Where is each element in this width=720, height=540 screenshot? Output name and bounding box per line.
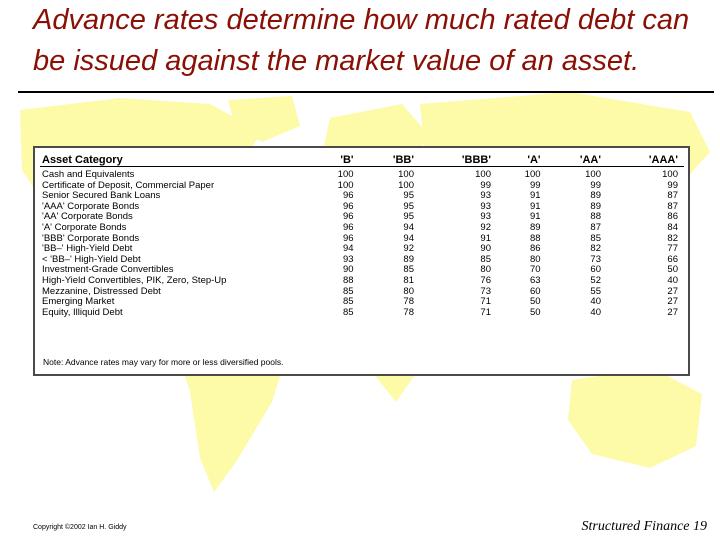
rate-cell: 82 bbox=[590, 243, 601, 255]
rate-cell: 85 bbox=[342, 306, 354, 318]
rate-cell: 99 bbox=[480, 179, 491, 191]
rate-cell: 96 bbox=[342, 232, 354, 244]
rate-cell: 96 bbox=[342, 211, 354, 223]
rate-cell: 78 bbox=[403, 306, 414, 318]
table-row bbox=[40, 308, 684, 319]
rate-cell: 85 bbox=[590, 232, 601, 244]
slide-footer: Structured Finance 19 bbox=[581, 519, 707, 534]
rate-cell: 92 bbox=[480, 221, 491, 233]
table-note: Note: Advance rates may vary for more or less diversified pools. bbox=[43, 357, 284, 367]
rate-cell: 88 bbox=[590, 211, 601, 223]
rate-cell: 90 bbox=[480, 243, 491, 255]
row-category: Certificate of Deposit, Commercial Paper bbox=[42, 179, 215, 191]
row-category: Cash and Equivalents bbox=[42, 169, 135, 180]
rate-cell: 60 bbox=[590, 264, 601, 276]
rate-cell: 96 bbox=[342, 221, 354, 233]
rate-cell: 27 bbox=[667, 296, 678, 308]
table-row bbox=[40, 297, 684, 308]
australia-shape bbox=[568, 368, 702, 468]
rate-cell: 80 bbox=[403, 285, 414, 297]
rate-cell: 90 bbox=[342, 264, 354, 276]
rate-cell: 99 bbox=[529, 179, 541, 191]
row-category: 'AAA' Corporate Bonds bbox=[42, 200, 140, 212]
row-category: Investment-Grade Convertibles bbox=[42, 264, 174, 276]
rate-cell: 77 bbox=[667, 243, 678, 255]
rate-cell: 94 bbox=[342, 243, 354, 255]
rate-cell: 50 bbox=[529, 306, 541, 318]
header-asset-category: Asset Category bbox=[40, 153, 310, 167]
advance-rates-table bbox=[40, 153, 684, 318]
rate-cell: 89 bbox=[403, 253, 414, 265]
rate-cell: 93 bbox=[480, 211, 491, 223]
rate-cell: 76 bbox=[480, 274, 491, 286]
header-rating-b: 'B' bbox=[310, 153, 360, 167]
header-rating-aaa: 'AAA' bbox=[607, 153, 684, 167]
rate-cell: 86 bbox=[529, 243, 541, 255]
row-category: High-Yield Convertibles, PIK, Zero, Step-Up bbox=[42, 274, 227, 286]
rate-cell: 89 bbox=[590, 200, 601, 212]
row-category: Senior Secured Bank Loans bbox=[42, 190, 161, 202]
rate-cell: 93 bbox=[480, 190, 491, 202]
rate-cell: 100 bbox=[398, 179, 414, 191]
row-category: Emerging Market bbox=[42, 296, 115, 308]
rate-cell: 96 bbox=[342, 200, 354, 212]
rate-cell: 80 bbox=[480, 264, 491, 276]
table-row bbox=[40, 202, 684, 213]
rate-cell: 80 bbox=[529, 253, 541, 265]
rate-cell: 63 bbox=[529, 274, 541, 286]
rate-cell: 40 bbox=[667, 274, 678, 286]
table-row bbox=[40, 276, 684, 287]
rate-cell: 82 bbox=[667, 232, 678, 244]
rate-cell: 91 bbox=[529, 190, 541, 202]
rate-cell: 87 bbox=[667, 190, 678, 202]
rate-cell: 55 bbox=[590, 285, 601, 297]
header-rating-aa: 'AA' bbox=[547, 153, 607, 167]
rate-cell: 89 bbox=[529, 221, 541, 233]
rate-cell: 96 bbox=[342, 190, 354, 202]
title-underline bbox=[18, 91, 714, 93]
rate-cell: 73 bbox=[590, 253, 601, 265]
table-row bbox=[40, 287, 684, 298]
header-rating-a: 'A' bbox=[497, 153, 547, 167]
rate-cell: 50 bbox=[529, 296, 541, 308]
row-category: Mezzanine, Distressed Debt bbox=[42, 285, 161, 297]
rate-cell: 85 bbox=[403, 264, 414, 276]
row-category: 'A' Corporate Bonds bbox=[42, 221, 127, 233]
rate-cell: 94 bbox=[403, 221, 414, 233]
rate-cell: 66 bbox=[667, 253, 678, 265]
rate-cell: 91 bbox=[529, 211, 541, 223]
copyright-text: Copyright ©2002 Ian H. Giddy bbox=[33, 524, 127, 531]
rate-cell: 40 bbox=[590, 306, 601, 318]
rate-cell: 85 bbox=[342, 296, 354, 308]
rate-cell: 100 bbox=[662, 169, 678, 180]
table-row bbox=[40, 223, 684, 234]
rate-cell: 27 bbox=[667, 285, 678, 297]
rate-cell: 71 bbox=[480, 296, 491, 308]
rate-cell: 99 bbox=[667, 179, 678, 191]
rate-cell: 91 bbox=[480, 232, 491, 244]
row-category: 'BB–' High-Yield Debt bbox=[42, 243, 133, 255]
rate-cell: 71 bbox=[480, 306, 491, 318]
rate-cell: 100 bbox=[524, 169, 541, 180]
rate-cell: 91 bbox=[529, 200, 541, 212]
advance-rates-table-panel bbox=[33, 146, 690, 376]
rate-cell: 87 bbox=[590, 221, 601, 233]
rate-cell: 86 bbox=[667, 211, 678, 223]
table-row bbox=[40, 212, 684, 223]
row-category: 'AA' Corporate Bonds bbox=[42, 211, 133, 223]
rate-cell: 88 bbox=[529, 232, 541, 244]
rate-cell: 85 bbox=[480, 253, 491, 265]
rate-cell: 100 bbox=[398, 169, 414, 180]
rate-cell: 95 bbox=[403, 211, 414, 223]
rate-cell: 40 bbox=[590, 296, 601, 308]
row-category: 'BBB' Corporate Bonds bbox=[42, 232, 140, 244]
rate-cell: 93 bbox=[480, 200, 491, 212]
rate-cell: 84 bbox=[667, 221, 678, 233]
rate-cell: 100 bbox=[337, 169, 354, 180]
rate-cell: 27 bbox=[667, 306, 678, 318]
rate-cell: 93 bbox=[342, 253, 354, 265]
table-row bbox=[40, 234, 684, 245]
rate-cell: 50 bbox=[667, 264, 678, 276]
rate-cell: 94 bbox=[403, 232, 414, 244]
rate-cell: 88 bbox=[342, 274, 354, 286]
rate-cell: 100 bbox=[475, 169, 491, 180]
rate-cell: 92 bbox=[403, 243, 414, 255]
rate-cell: 89 bbox=[590, 190, 601, 202]
rate-cell: 60 bbox=[529, 285, 541, 297]
row-category: Equity, Illiquid Debt bbox=[42, 306, 123, 318]
rate-cell: 99 bbox=[590, 179, 601, 191]
rate-cell: 87 bbox=[667, 200, 678, 212]
rate-cell: 95 bbox=[403, 190, 414, 202]
rate-cell: 73 bbox=[480, 285, 491, 297]
header-rating-bb: 'BB' bbox=[360, 153, 420, 167]
rate-cell: 52 bbox=[590, 274, 601, 286]
rate-cell: 70 bbox=[529, 264, 541, 276]
rate-cell: 78 bbox=[403, 296, 414, 308]
rate-cell: 100 bbox=[585, 169, 601, 180]
slide-title: Advance rates determine how much rated debt can be issued against the market value of an asset. bbox=[33, 4, 690, 77]
rate-cell: 100 bbox=[337, 179, 354, 191]
row-category: < 'BB–' High-Yield Debt bbox=[42, 253, 141, 265]
table-header-row bbox=[40, 153, 684, 167]
table-row bbox=[40, 167, 684, 181]
rate-cell: 81 bbox=[403, 274, 414, 286]
header-rating-bbb: 'BBB' bbox=[420, 153, 497, 167]
rate-cell: 85 bbox=[342, 285, 354, 297]
rate-cell: 95 bbox=[403, 200, 414, 212]
